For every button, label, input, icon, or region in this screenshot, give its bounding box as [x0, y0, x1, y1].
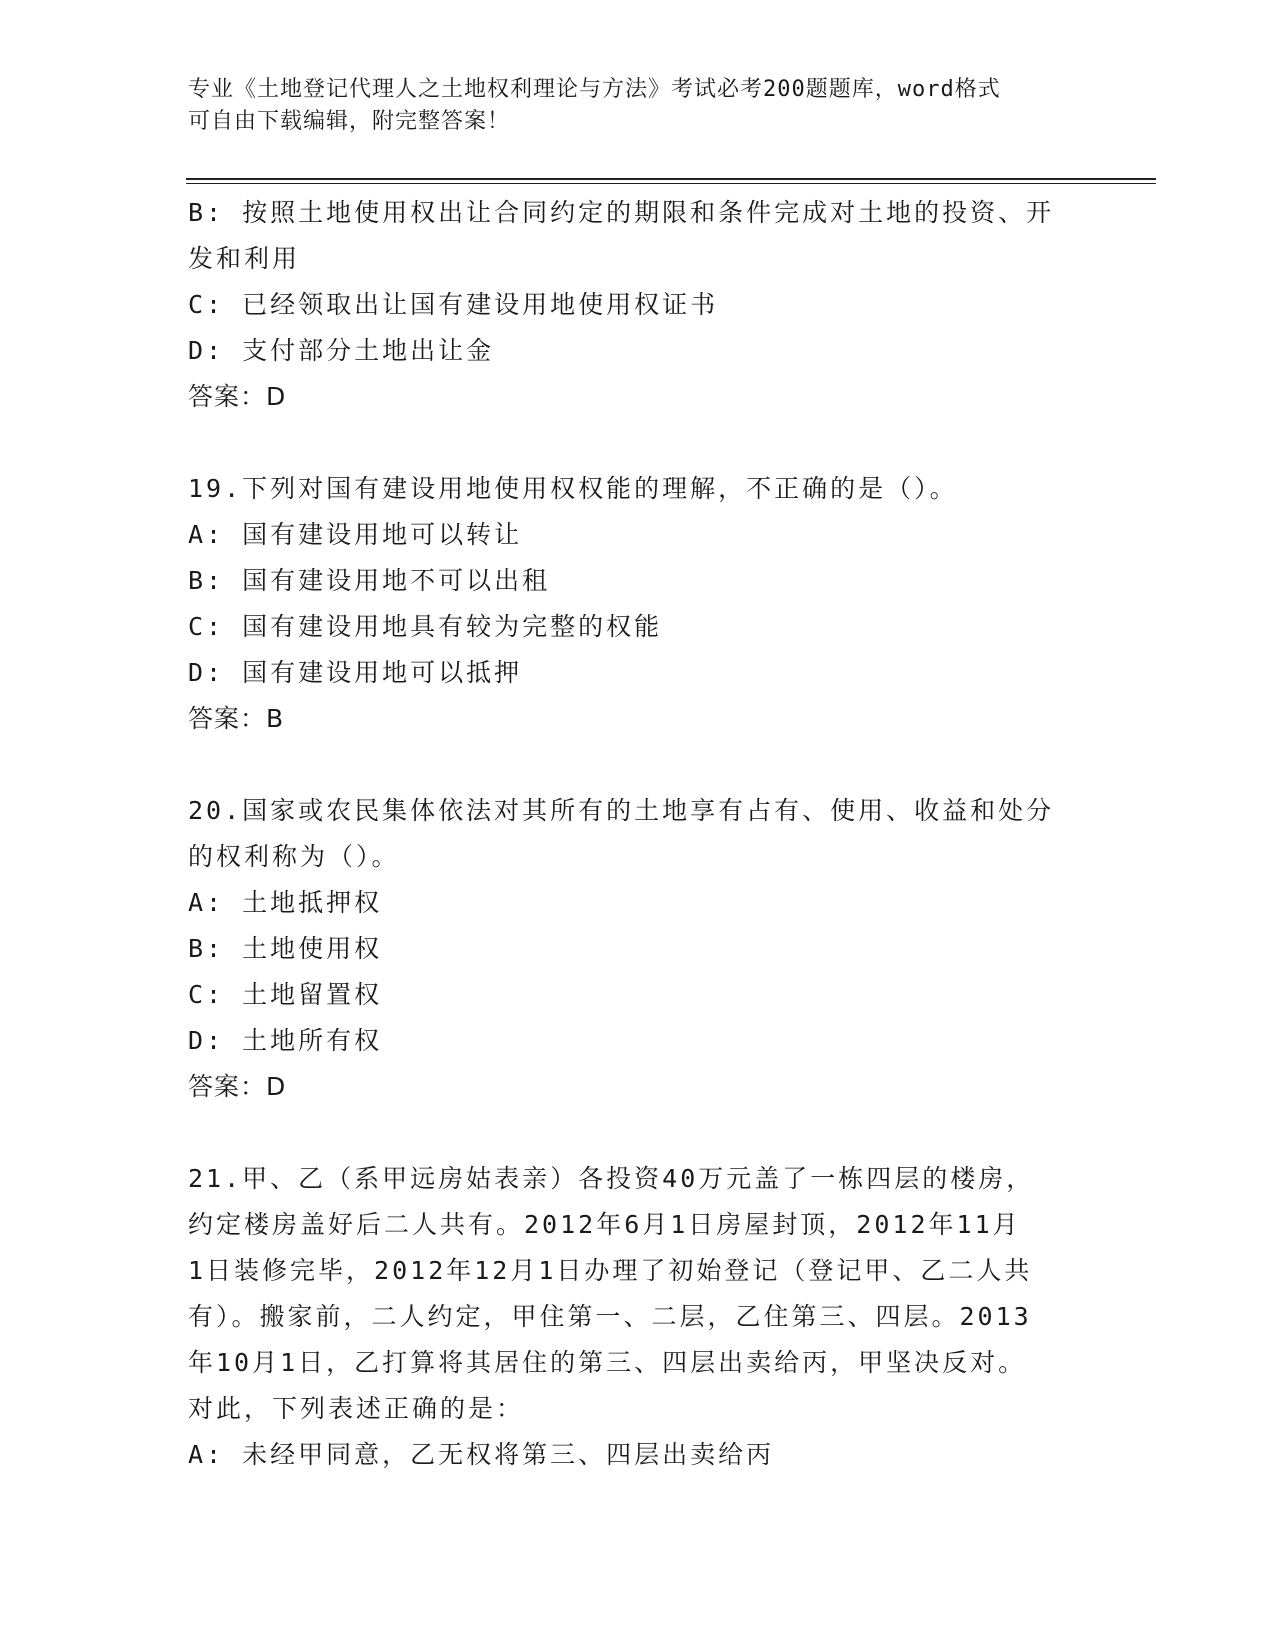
- header-title-line-2: 可自由下载编辑，附完整答案！: [188, 109, 511, 134]
- option-b: B: 土地使用权: [188, 934, 383, 963]
- option-a: A: 土地抵押权: [188, 888, 383, 917]
- question-18-continued: [188, 190, 1068, 420]
- option-b-line-1: B: 按照土地使用权出让合同约定的期限和条件完成对土地的投资、开: [188, 198, 1055, 227]
- header-title-line-1: 专业《土地登记代理人之土地权利理论与方法》考试必考200题题库，word格式: [188, 77, 1001, 102]
- option-a: A: 国有建设用地可以转让: [188, 520, 523, 549]
- question-text-line-2: 约定楼房盖好后二人共有。2012年6月1日房屋封顶，2012年11月: [188, 1210, 1021, 1239]
- answer: 答案：D: [188, 382, 287, 411]
- option-b-line-2: 发和利用: [188, 244, 301, 273]
- question-19: [188, 466, 1068, 742]
- question-21: [188, 1156, 1068, 1478]
- option-c: C: 国有建设用地具有较为完整的权能: [188, 612, 663, 641]
- option-c: C: 土地留置权: [188, 980, 383, 1009]
- spacer: [188, 1110, 1068, 1156]
- question-text-line-4: 有）。搬家前，二人约定，甲住第一、二层，乙住第三、四层。2013: [188, 1302, 1032, 1331]
- question-text-line-2: 的权利称为（）。: [188, 842, 400, 871]
- question-text-line-5: 年10月1日，乙打算将其居住的第三、四层出卖给丙，甲坚决反对。: [188, 1348, 1027, 1377]
- option-a: A: 未经甲同意，乙无权将第三、四层出卖给丙: [188, 1440, 775, 1469]
- question-list: [188, 190, 1068, 1478]
- spacer: [188, 742, 1068, 788]
- option-d: D: 支付部分土地出让金: [188, 336, 495, 365]
- answer: 答案：D: [188, 1072, 287, 1101]
- question-text-line-6: 对此，下列表述正确的是：: [188, 1394, 525, 1423]
- option-c: C: 已经领取出让国有建设用地使用权证书: [188, 290, 719, 319]
- answer: 答案：B: [188, 704, 285, 733]
- question-text-line-1: 21.甲、乙（系甲远房姑表亲）各投资40万元盖了一栋四层的楼房，: [188, 1164, 1035, 1193]
- question-text-line-1: 20.国家或农民集体依法对其所有的土地享有占有、使用、收益和处分: [188, 796, 1055, 825]
- option-b: B: 国有建设用地不可以出租: [188, 566, 551, 595]
- option-d: D: 国有建设用地可以抵押: [188, 658, 523, 687]
- question-20: [188, 788, 1068, 1110]
- spacer: [188, 420, 1068, 466]
- header-divider-thick: [186, 178, 1156, 180]
- header-divider-thin: [186, 183, 1156, 184]
- question-text: 19.下列对国有建设用地使用权权能的理解，不正确的是（）。: [188, 474, 958, 503]
- page-header: [188, 74, 1088, 138]
- question-text-line-3: 1日装修完毕，2012年12月1日办理了初始登记（登记甲、乙二人共: [188, 1256, 1033, 1285]
- option-d: D: 土地所有权: [188, 1026, 383, 1055]
